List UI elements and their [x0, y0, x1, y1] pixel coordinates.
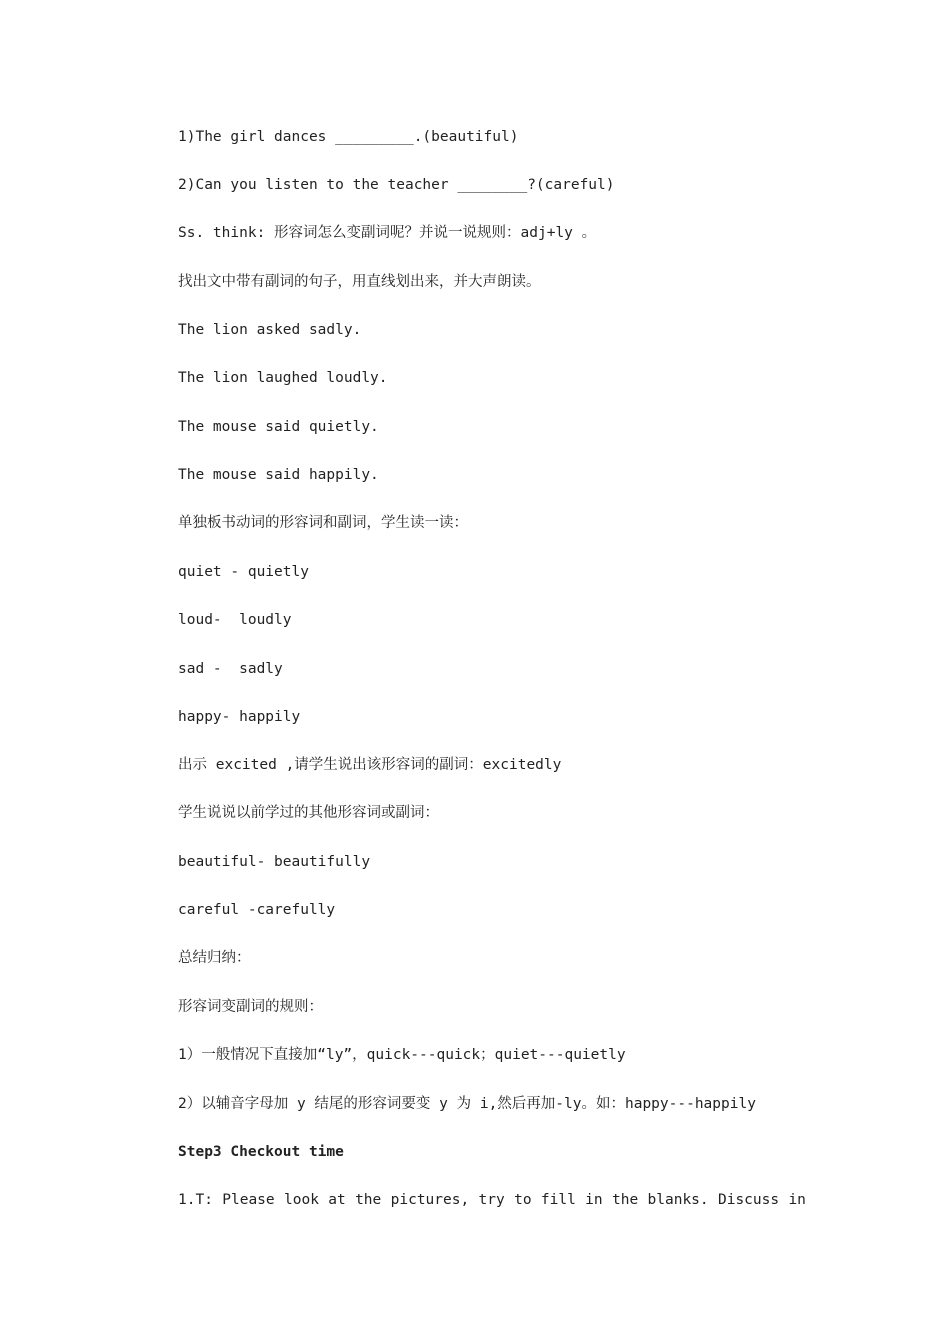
exercise-line-1: 1)The girl dances _________.(beautiful)	[178, 129, 519, 145]
find-sentences-instruction: 找出文中带有副词的句子，用直线划出来，并大声朗读。	[178, 274, 541, 290]
word-pair-sad: sad - sadly	[178, 661, 283, 677]
word: pictures,	[390, 1192, 470, 1208]
word: at	[328, 1192, 346, 1208]
word: Discuss	[717, 1192, 780, 1208]
word: in	[585, 1192, 603, 1208]
word-pair-loud: loud- loudly	[178, 612, 292, 628]
sentence-mouse-quietly: The mouse said quietly.	[178, 419, 379, 435]
word: try	[478, 1192, 505, 1208]
other-words-instruction: 学生说说以前学过的其他形容词或副词：	[178, 805, 439, 821]
word: 1.T:	[178, 1192, 213, 1208]
exercise-line-2: 2)Can you listen to the teacher ________?(careful)	[178, 177, 615, 193]
board-instruction: 单独板书动词的形容词和副词，学生读一读：	[178, 515, 468, 531]
sentence-mouse-happily: The mouse said happily.	[178, 467, 379, 483]
rule-2: 2）以辅音字母加 y 结尾的形容词要变 y 为 i,然后再加-ly。如：happy---happily	[178, 1096, 756, 1112]
word: fill	[540, 1192, 576, 1208]
step3-instruction	[178, 1190, 806, 1210]
rules-heading: 形容词变副词的规则：	[178, 999, 323, 1015]
word-pair-quiet: quiet - quietly	[178, 564, 309, 580]
rule-1: 1）一般情况下直接加“ly”，quick---quick；quiet---quietly	[178, 1047, 626, 1063]
word: the	[611, 1192, 639, 1208]
word-pair-careful: careful -carefully	[178, 902, 336, 918]
word-pair-beautiful: beautiful- beautifully	[178, 854, 371, 870]
step3-heading: Step3 Checkout time	[178, 1144, 344, 1160]
word: the	[355, 1192, 382, 1208]
think-prompt: Ss. think: 形容词怎么变副词呢？并说一说规则：adj+ly 。	[178, 225, 597, 241]
word-pair-happy: happy- happily	[178, 709, 301, 725]
sentence-lion-asked: The lion asked sadly.	[178, 322, 362, 338]
excited-instruction: 出示 excited ,请学生说出该形容词的副词：excitedly	[178, 757, 562, 773]
summary-heading: 总结归纳：	[178, 950, 251, 966]
word: Please	[222, 1192, 275, 1208]
word: in	[788, 1192, 806, 1208]
word: look	[284, 1192, 319, 1208]
sentence-lion-laughed: The lion laughed loudly.	[178, 370, 388, 386]
word: blanks.	[647, 1192, 709, 1208]
word: to	[514, 1192, 532, 1208]
